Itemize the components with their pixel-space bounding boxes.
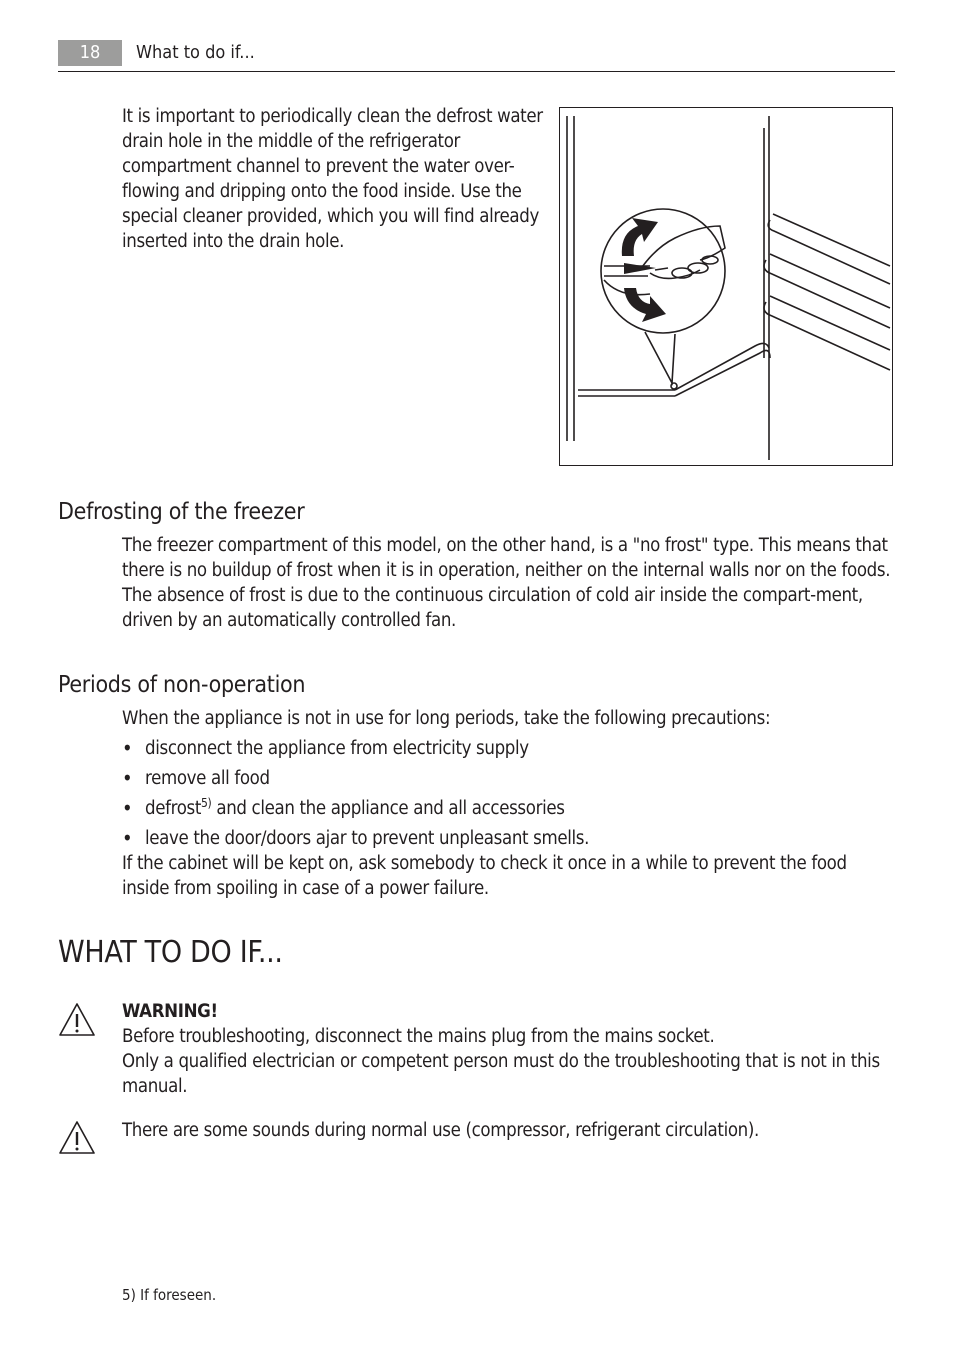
non-operation-intro: When the appliance is not in use for long periods, take the following precautions:: [122, 708, 771, 729]
list-item: • defrost$^{5)}$ and clean the appliance and all accessories: [122, 796, 895, 821]
caution-triangle-icon: [58, 1120, 96, 1156]
defrosting-body: [122, 533, 895, 633]
sounds-note: There are some sounds during normal use (compressor, refrigerant circulation).: [122, 1120, 759, 1141]
warning-line-2: Only a qualified electrician or competent person must do the troubleshooting that is not in this manual.: [122, 1051, 880, 1097]
page-number: 18: [58, 40, 122, 66]
warning-triangle-icon: [58, 1002, 96, 1038]
heading-non-operation: Periods of non-operation: [58, 672, 306, 698]
list-item: • remove all food: [122, 766, 895, 791]
drain-cleaning-illustration: [560, 108, 892, 465]
drain-cleaning-figure: [559, 107, 893, 466]
non-operation-outro: If the cabinet will be kept on, ask somebody to check it once in a while to prevent the food inside from spoiling in case of a power failure.: [122, 853, 847, 899]
non-operation-body: [122, 706, 895, 901]
defrosting-paragraph-2: The absence of frost is due to the continuous circulation of cold air inside the compart-ment, driven by an automatically controlled fan.: [122, 585, 863, 631]
footnote-marker: 5): [201, 796, 212, 810]
precautions-list: [122, 736, 895, 851]
warning-title: WARNING!: [122, 1001, 218, 1022]
header-rule: [58, 71, 895, 72]
warning-line-1: Before troubleshooting, disconnect the mains plug from the mains socket.: [122, 1026, 715, 1047]
warning-block: [122, 999, 895, 1099]
running-header-title: What to do if...: [136, 42, 255, 63]
defrosting-paragraph-1: The freezer compartment of this model, on the other hand, is a "no frost" type. This means that there is no buildup of frost when it is in operation, neither on the internal walls nor on the foods.: [122, 535, 891, 581]
heading-what-to-do-if: WHAT TO DO IF...: [58, 935, 283, 970]
intro-paragraph: It is important to periodically clean the defrost water drain hole in the middle of the refrigerator compartment channel to prevent the water over-flowing and dripping onto the food inside. Use the special cleaner provided, which you will find already inserted into the drain hole.: [122, 106, 543, 252]
list-item: • disconnect the appliance from electricity supply: [122, 736, 895, 761]
heading-defrosting: Defrosting of the freezer: [58, 499, 305, 525]
list-item: • leave the door/doors ajar to prevent unpleasant smells.: [122, 826, 895, 851]
footnote: 5) If foreseen.: [122, 1286, 217, 1304]
